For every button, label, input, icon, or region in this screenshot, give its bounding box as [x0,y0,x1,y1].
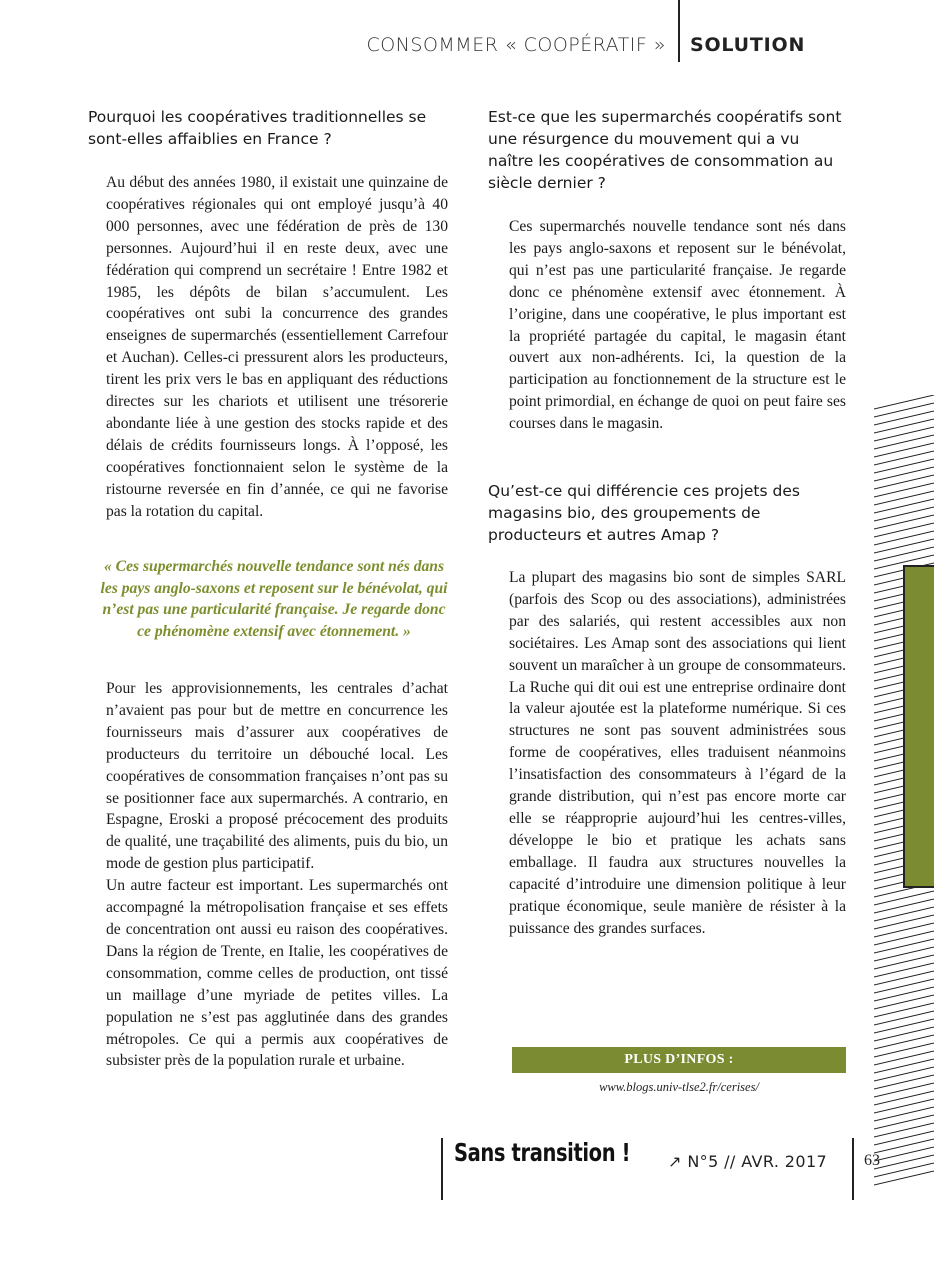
more-info-title: PLUS D’INFOS : [624,1052,734,1067]
pull-quote [96,556,452,642]
header-divider [678,0,680,62]
question-heading: Pourquoi les coopératives traditionnelles se sont-elles affaiblies en France ? [88,108,427,148]
footer-divider [441,1138,443,1200]
question-heading: Qu’est-ce qui différencie ces projets des magasins bio, des groupements de producteurs et autres Amap ? [488,482,800,544]
footer-divider [852,1138,854,1200]
left-body-2 [106,678,448,1072]
right-question-2 [488,480,846,546]
green-side-tab [903,565,934,888]
right-column [488,106,846,194]
arrow-icon: ↗ [668,1152,682,1171]
issue-number: N°5 // AVR. 2017 [687,1152,828,1171]
paragraph: Pour les approvisionnements, les centrales d’achat n’avaient pas pour but de mettre en concurrence les fournisseurs mais d’assurer aux coopératives de producteurs du territoire un débouché local. Les coopératives de consommation françaises n’ont pas su se positionner face aux supermarchés. A contrario, en Espagne, Eroski a proposé précocement des produits de qualité, une traçabilité des aliments, puis du bio, un mode de gestion plus participatif. [106,680,448,873]
paragraph: Ces supermarchés nouvelle tendance sont nés dans les pays anglo-saxons et reposent sur le bénévolat, qui n’est pas une particularité française. Je regarde donc ce phénomène extensif avec étonnement. À l’origine, dans une coopérative, le plus important est la propriété partagée du capital, le magasin étant ouvert aux non-adhérents. Ici, la question de la participation au fonctionnement de la structure est le point primordial, en échange de quoi on peut faire ses courses dans le magasin. [509,218,846,433]
pull-quote-text: « Ces supermarchés nouvelle tendance sont nés dans les pays anglo-saxons et reposent sur le bénévolat, qui n’est pas une particularité française. Je regarde donc ce phénomène extensif avec étonnement. » [100,558,448,640]
right-body-2 [509,567,846,939]
paragraph: Un autre facteur est important. Les supermarchés ont accompagné la métropolisation française et ses effets de concentration ont aussi eu raison des coopératives. Dans la région de Trente, en Italie, les coopératives de consommation, comme celles de production, ont tissé un maillage d’une myriade de petites villes. La population ne s’est pas agglutinée dans des grandes métropoles. Ce qui a permis aux coopératives de subsister près de la population rurale et urbaine. [106,877,448,1070]
page-header [0,0,934,70]
left-body-1 [106,172,448,523]
question-heading: Est-ce que les supermarchés coopératifs sont une résurgence du mouvement qui a vu naître les coopératives de consommation au siècle dernier ? [488,108,842,192]
more-info-banner [512,1047,846,1073]
left-column [88,106,448,150]
issue-info [668,1152,827,1171]
section-label: SOLUTION [690,34,806,56]
magazine-logo: Sans transition ! [454,1138,631,1167]
paragraph: La plupart des magasins bio sont de simples SARL (parfois des Scop ou des associations), administrées par des salariés, qui restent accessibles aux non sociétaires. Les Amap sont des associations qui lient souvent un maraîcher à un groupe de consommateurs. La Ruche qui dit oui est une entreprise ordinaire dont la valeur ajoutée est la plateforme numérique. Si ces structures ne sont pas souvent administrées sous forme de coopératives, elles traduisent néanmoins l’insatisfaction des consommateurs à l’égard de la grande distribution, qui n’est pas encore morte car elle se réapproprie aujourd’hui les centres-villes, développe le bio et pratique les achats sans emballage. Il faudra aux structures nouvelles la capacité d’introduire une dimension politique à leur pratique économique, seule manière de résister à la puissance des grandes surfaces. [509,569,846,937]
right-body-1 [509,216,846,435]
paragraph: Au début des années 1980, il existait une quinzaine de coopératives régionales qui ont employé jusqu’à 40 000 personnes, avec une fédération de près de 130 personnes. Aujourd’hui il en reste deux, avec une fédération qui comprend un secrétaire ! Entre 1982 et 1985, les dépôts de bilan s’accumulent. Les coopératives ont subi la concurrence des grandes enseignes de supermarchés (essentiellement Carrefour et Auchan). Celles-ci pressurent alors les producteurs, tirent les prix vers le bas en appliquant des réductions directes sur les chariots et utilisent une trésorerie abondante liée à une gestion des stocks rapide et des délais de crédits fournisseurs longs. À l’opposé, les coopératives fonctionnaient selon le système de la ristourne reversée en fin d’année, ce qui ne favorise pas la rotation du capital. [106,174,448,520]
more-info-link[interactable]: www.blogs.univ-tlse2.fr/cerises/ [599,1080,759,1094]
page-number: 63 [864,1152,880,1169]
section-title: CONSOMMER « COOPÉRATIF » [366,34,666,56]
